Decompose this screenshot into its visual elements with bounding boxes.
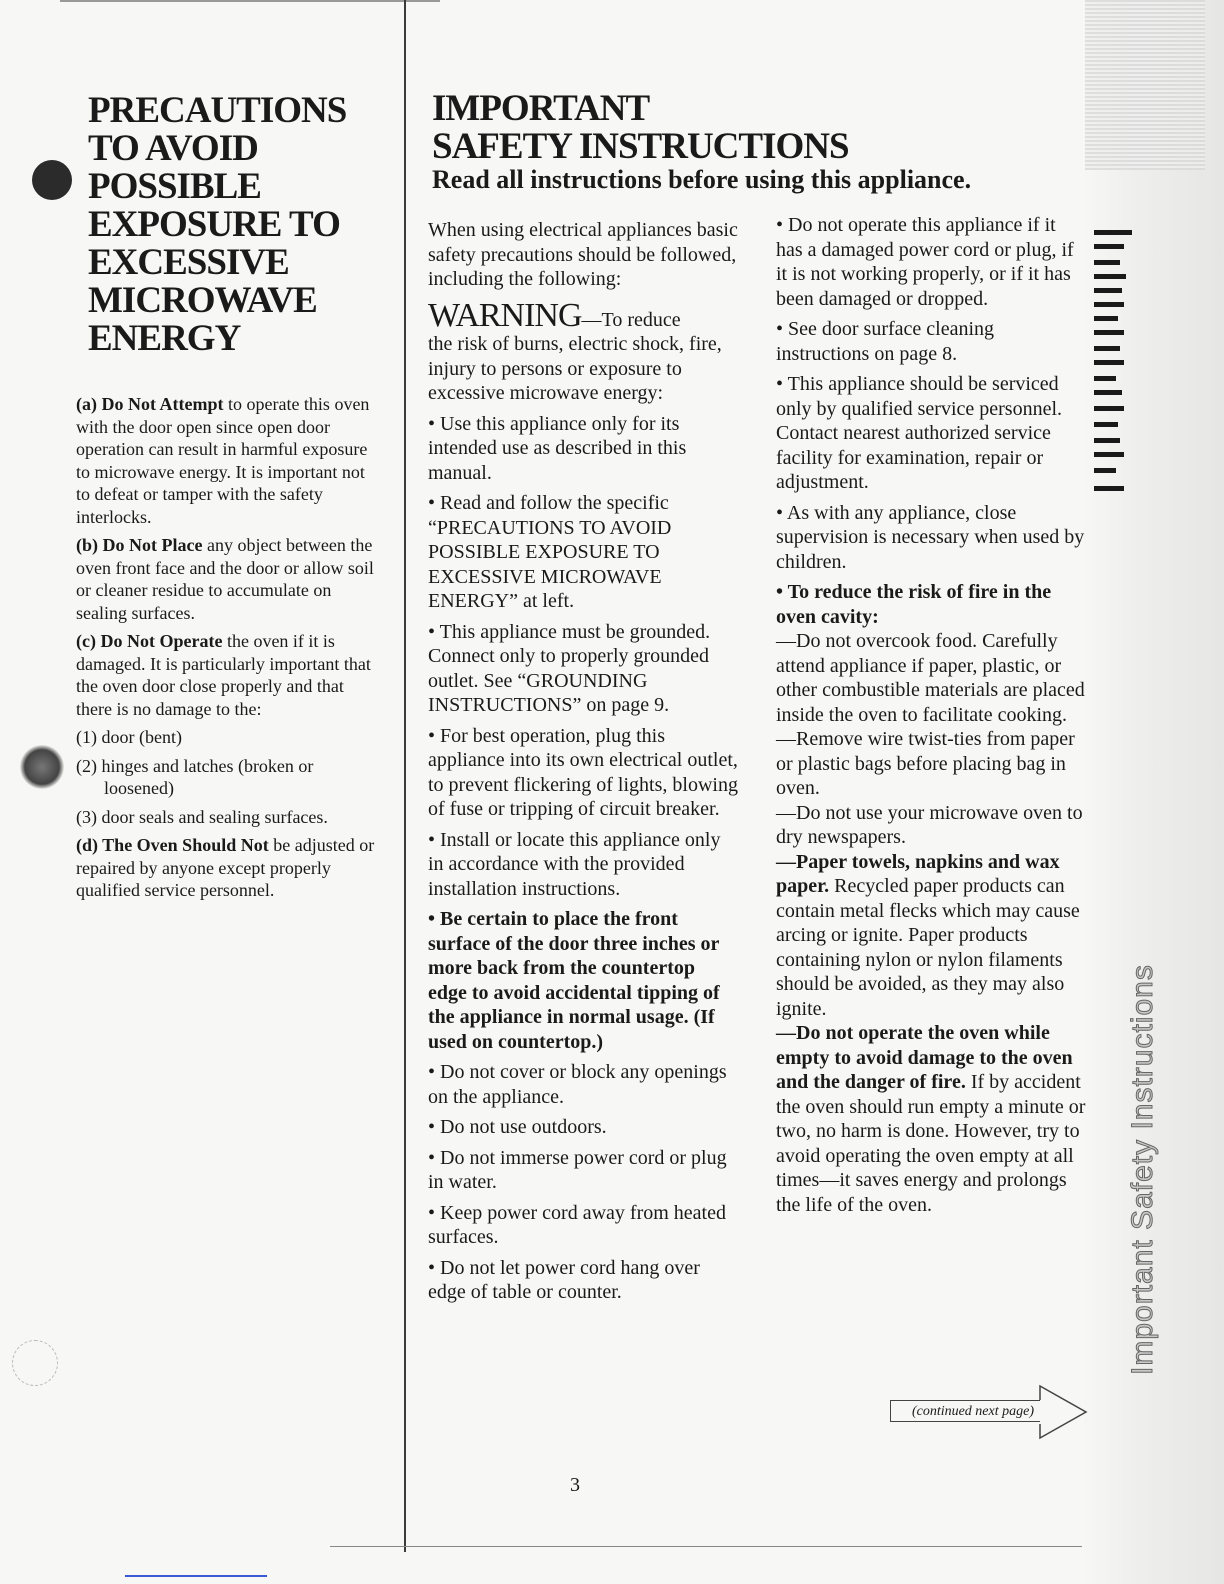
intro-text: When using electrical appliances basic safety precautions should be followed, including the following: [428,219,738,290]
edge-tab-marks [1094,230,1134,500]
title-line: PRECAUTIONS [88,90,347,131]
precaution-lead: (a) Do Not Attempt [76,394,224,414]
fire-item-text: If by accident the oven should run empty a minute or two, no harm is done. However, try to avoid operating the oven empty at all times—it saves energy and prolongs the life of the oven. [776,1071,1086,1216]
safety-item: • As with any appliance, close supervision is necessary when used by children. [776,501,1085,573]
safety-item: • See door surface cleaning instructions on page 8. [776,318,995,365]
safety-item: • Do not cover or block any openings on the appliance. [428,1061,727,1108]
damage-list-item: (3) door seals and sealing surfaces. [76,806,328,827]
fire-item: —Do not use your microwave oven to dry newspapers. [776,801,1083,848]
fire-item-lead: —Paper towels, napkins and wax paper. [776,850,1060,897]
side-tab-label: Important Safety Instructions [1126,964,1159,1375]
title-line: POSSIBLE [88,166,261,207]
precaution-b [76,534,376,624]
fire-item-text: Recycled paper products can contain metal flecks which may cause arcing or ignite. Paper products containing nylon or nylon filaments should be avoided, as they may also ignite. [776,875,1080,1020]
precaution-lead: (b) Do Not Place [76,535,203,555]
warning-paragraph [428,296,738,406]
precautions-title [88,92,388,358]
fire-item: —Remove wire twist-ties from paper or plastic bags before placing bag in oven. [776,728,1075,799]
safety-item: • Read and follow the specific “PRECAUTIONS TO AVOID POSSIBLE EXPOSURE TO EXCESSIVE MICROWAVE ENERGY” at left. [428,492,672,612]
precaution-d [76,834,376,902]
scan-mark [125,1575,267,1577]
warning-text: the risk of burns, electric shock, fire, injury to persons or exposure to excessive microwave energy: [428,333,722,404]
column-divider [404,0,406,1552]
precaution-text: any object between the oven front face and the door or allow soil or cleaner residue to accumulate on sealing surfaces. [76,535,374,623]
hole-punch-mark [12,1340,58,1386]
safety-item: • Install or locate this appliance only in accordance with the provided installation instructions. [428,828,721,900]
damage-list-item: (1) door (bent) [76,727,182,747]
countertop-warning: • Be certain to place the front surface of the door three inches or more back from the countertop edge to avoid accidental tipping of the appliance in normal usage. (If used on countertop.) [428,908,720,1053]
section-bullet-icon [32,160,72,200]
safety-item: • This appliance should be serviced only by qualified service personnel. Contact nearest authorized service facility for examination, repair or adjustment. [776,373,1063,493]
precaution-a [76,393,376,528]
precaution-lead: (c) Do Not Operate [76,631,223,651]
fire-item-lead: —Do not operate the oven while empty to avoid damage to the oven and the danger of fire. [776,1022,1073,1093]
fire-item: —Do not overcook food. Carefully attend appliance if paper, plastic, or other combustible materials are placed inside the oven to facilitate cooking. [776,630,1085,726]
safety-item: • This appliance must be grounded. Connect only to properly grounded outlet. See “GROUNDING INSTRUCTIONS” on page 9. [428,620,711,716]
precaution-lead: (d) The Oven Should Not [76,835,269,855]
bottom-edge-line [330,1546,1130,1547]
safety-item: • Do not operate this appliance if it has a damaged power cord or plug, if it is not working properly, or if it has been damaged or dropped. [776,214,1074,310]
warning-tail: —To reduce [581,308,681,331]
damage-list-item: (2) hinges and latches (broken or loosened) [76,755,314,798]
title-line: EXCESSIVE [88,242,289,283]
title-line: EXPOSURE TO [88,204,340,245]
precaution-text: the oven if it is damaged. It is particularly important that the oven door close properly and that there is no damage to the: [76,631,371,719]
safety-item: • Do not immerse power cord or plug in water. [428,1146,727,1193]
side-tab [1126,895,1166,1375]
precaution-c [76,630,376,720]
continued-label: (continued next page) [890,1400,1040,1422]
fire-item [776,1021,1086,1217]
page-number: 3 [570,1474,580,1496]
precaution-text: be adjusted or repaired by anyone except properly qualified service personnel. [76,835,375,900]
title-line: IMPORTANT [432,88,650,129]
safety-title [432,90,1072,166]
safety-column-2 [776,213,1086,1223]
precautions-body [76,393,376,908]
safety-item: • For best operation, plug this appliance into its own electrical outlet, to prevent flickering of lights, blowing of fuse or tripping of circuit breaker. [428,724,738,820]
scan-noise [1085,0,1205,170]
safety-column-1 [428,218,738,1311]
hole-punch-mark [20,745,64,789]
warning-word: WARNING [428,296,582,334]
fire-item [776,850,1086,1022]
title-line: TO AVOID [88,128,258,169]
precaution-text: to operate this oven with the door open since open door operation can result in harmful exposure to microwave energy. It is important not to defeat or tamper with the safety interlocks. [76,394,370,527]
continued-next-page [890,1386,1060,1434]
title-line: MICROWAVE [88,280,317,321]
fire-risk-heading: • To reduce the risk of fire in the oven cavity: [776,581,1052,628]
safety-item: • Do not use outdoors. [428,1116,607,1138]
safety-item: • Keep power cord away from heated surfaces. [428,1201,726,1248]
safety-subtitle: Read all instructions before using this appliance. [432,165,972,194]
safety-item: • Do not let power cord hang over edge of table or counter. [428,1256,700,1303]
safety-item: • Use this appliance only for its intended use as described in this manual. [428,412,687,484]
title-line: SAFETY INSTRUCTIONS [432,126,849,167]
title-line: ENERGY [88,318,241,359]
top-edge-line [60,0,440,2]
